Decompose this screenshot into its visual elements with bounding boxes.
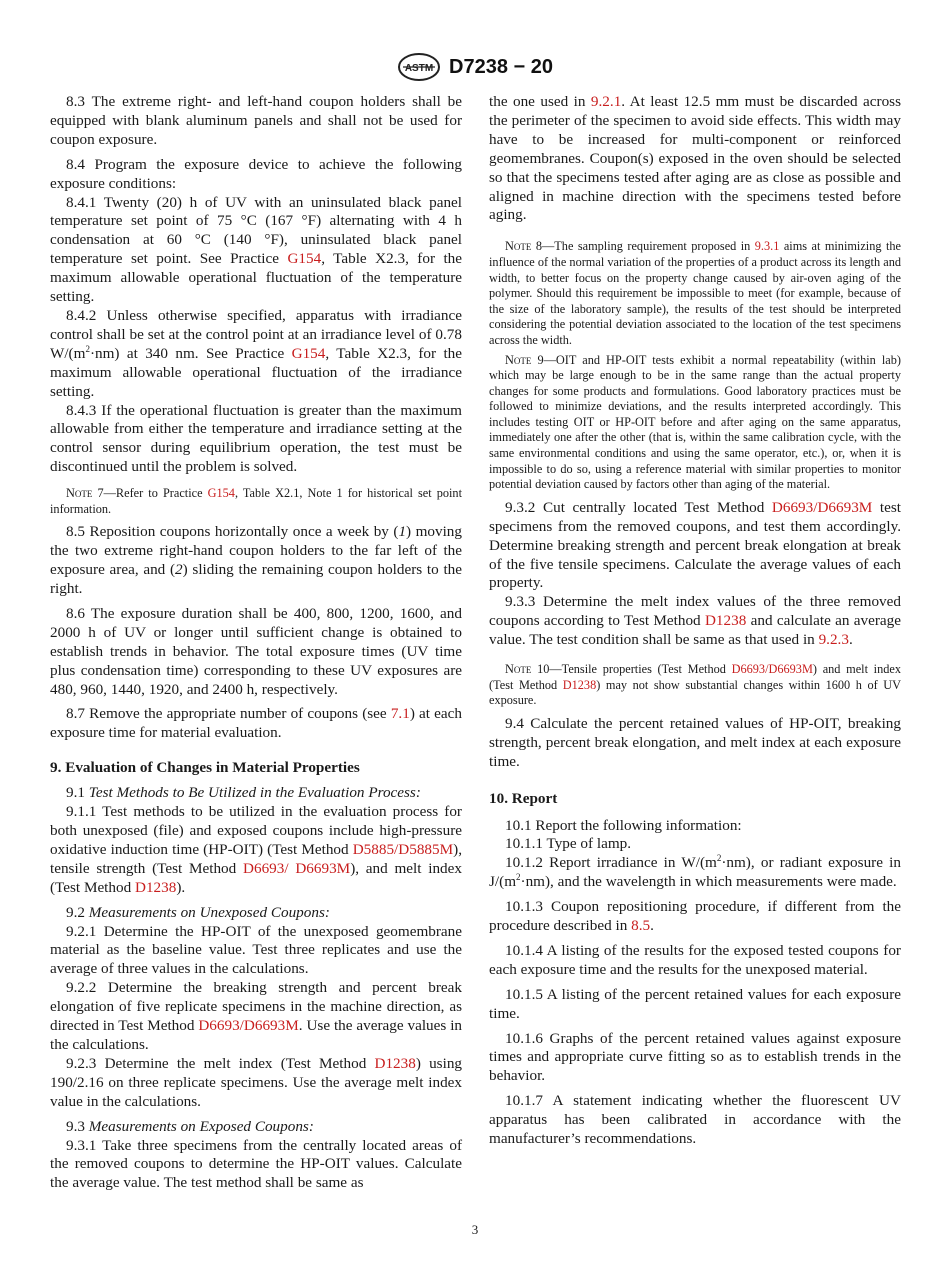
svg-text:ASTM: ASTM [404, 63, 434, 74]
link-d6693[interactable]: D6693/D6693M [731, 662, 813, 677]
para-9-3-2: 9.3.2 Cut centrally located Test Method D6693/D6693M test specimens from the removed coupons, and test them accordingly. Determine breaking strength and percent break elongation at break of the five tensile specimens. Calculate the average values of each property. [489, 498, 901, 592]
para-9-2-2: 9.2.2 Determine the breaking strength and percent break elongation of five replicate specimens in the machine direction, as directed in Test Method D6693/D6693M. Use the average values in the calculations. [50, 979, 463, 1053]
para-10-1-1: 10.1.1 Type of lamp. [505, 835, 632, 853]
link-9-2-3[interactable]: 9.2.3 [818, 631, 849, 649]
left-column [50, 93, 462, 1193]
para-9-3-1-continued: the one used in 9.2.1. At least 12.5 mm must be discarded across the perimeter of the specimen to avoid side effects. This width may have to be increased for multi-component or reinforced geomembranes. Coupon(s) exposed in the oven should be selected so that the specimens tested after aging are as close as possible and aligned in machine direction with the specimens tested before aging. [489, 93, 902, 224]
note-10: Note 10—Tensile properties (Test Method D6693/D6693M) and melt index (Test Method D1238) may not show substantial changes within 1600 h of UV exposure. [489, 662, 901, 708]
link-7-1[interactable]: 7.1 [390, 705, 410, 723]
para-9-2-1: 9.2.1 Determine the HP-OIT of the unexposed geomembrane material as the baseline value. Test three replicates and use the average of three values in the calculations. [50, 922, 462, 978]
link-d1238[interactable]: D1238 [562, 677, 597, 692]
para-9-2: 9.2 Measurements on Unexposed Coupons: [66, 903, 330, 921]
link-d6693[interactable]: D6693/D6693M [771, 498, 873, 516]
para-10-1-6: 10.1.6 Graphs of the percent retained values against exposure times and appropriate curve fitting so as to establish trends in the behavior. [489, 1029, 901, 1085]
para-8-7: 8.7 Remove the appropriate number of coupons (see 7.1) at each exposure time for material evaluation. [50, 705, 462, 742]
page-header [0, 52, 950, 86]
link-d6693[interactable]: D6693/ D6693M [243, 859, 351, 877]
section-9-heading: 9. Evaluation of Changes in Material Properties [50, 759, 360, 777]
link-g154[interactable]: G154 [207, 486, 235, 501]
para-8-4-2: 8.4.2 Unless otherwise specified, apparatus with irradiance control shall be set at the control point at an irradiance level of 0.78 $W/(m^2\cdot nm)$ at 340 nm. See Practice G154, Table X2.3, for the maximum allowable operational fluctuation of the irradiance setting. [50, 306, 463, 400]
para-8-5: 8.5 Reposition coupons horizontally once a week by (1) moving the two extreme right-hand coupon holders to the far left of the exposure area, and (2) sliding the remaining coupon holders to the right. [50, 523, 462, 598]
link-d6693[interactable]: D6693/D6693M [198, 1017, 299, 1035]
para-9-3-1: 9.3.1 Take three specimens from the centrally located areas of the removed coupons to determine the HP-OIT values. Calculate the average value. The test method shall be same as [50, 1136, 462, 1192]
section-10-heading: 10. Report [489, 789, 558, 807]
link-d5885[interactable]: D5885/D5885M [352, 840, 454, 858]
para-9-1: 9.1 Test Methods to Be Utilized in the Evaluation Process: [66, 784, 421, 802]
para-10-1-3: 10.1.3 Coupon repositioning procedure, if different from the procedure described in 8.5. [489, 898, 901, 935]
para-10-1-2: 10.1.2 Report irradiance in $W/(m^2\cdot nm)$, or radiant exposure in $J/(m^2\cdot nm)$, and the wavelength in which measurements were made. [489, 853, 901, 891]
link-9-2-1[interactable]: 9.2.1 [590, 93, 622, 110]
para-8-6: 8.6 The exposure duration shall be 400, 800, 1200, 1600, and 2000 h of UV or longer until sufficient change is obtained to establish trends in behavior. The total exposure times (UV time plus condensation time) corresponding to these UV exposures are 480, 960, 1440, 1920, and 2400 h, respectively. [50, 604, 462, 698]
para-10-1: 10.1 Report the following information: [505, 816, 742, 834]
link-d1238[interactable]: D1238 [134, 878, 177, 896]
para-9-1-1: 9.1.1 Test methods to be utilized in the evaluation process for both unexposed (file) and exposed coupons include high-pressure oxidative induction time (HP-OIT) (Test Method D5885/D5885M), tensile strength (Test Method D6693/ D6693M), and melt index (Test Method D1238). [50, 803, 462, 896]
para-10-1-4: 10.1.4 A listing of the results for the exposed tested coupons for each exposure time and the results for the unexposed material. [489, 941, 901, 978]
note-7: Note 7—Refer to Practice G154, Table X2.1, Note 1 for historical set point information. [50, 486, 462, 516]
para-8-4: 8.4 Program the exposure device to achieve the following exposure conditions: [50, 155, 462, 192]
right-column [489, 93, 901, 1149]
link-8-5[interactable]: 8.5 [631, 917, 651, 935]
link-g154[interactable]: G154 [291, 344, 326, 362]
document-id: D7238 − 20 [449, 55, 553, 78]
note-8: Note 8—The sampling requirement proposed in 9.3.1 aims at minimizing the influence of the normal variation of the properties of a product across its length and width, to better focus on the property change caused by air-oven aging of the polymer. Should this requirement be impossible to meet (for example, because of the size of the laboratory sample), the results of the test should be interpreted considering the potential deviation associated to the location of the test specimens across the width. [489, 239, 901, 347]
para-9-2-3: 9.2.3 Determine the melt index (Test Method D1238) using 190/2.16 on three replicate specimens. Use the average melt index value in the calculations. [50, 1054, 463, 1110]
note-9: Note 9—OIT and HP-OIT tests exhibit a normal repeatability (within lab) which may be large enough to be in the same range than the actual property changes for some products and formulations. Good laboratory practices must be followed to minimize deviations, and the results interpreted accordingly. This includes testing OIT or HP-OIT before and after aging on the same apparatus, immediately one after the other (that is, within the same calibration cycle, with the same environmental conditions and using the same operator, etc.), or, when it is impossible to do so, using a reference material with similar properties to monitor potential deviation caused by factors other than aging of the material. [489, 352, 901, 492]
para-9-4: 9.4 Calculate the percent retained values of HP-OIT, breaking strength, percent break elongation, and melt index at each exposure time. [489, 714, 901, 770]
link-9-3-1[interactable]: 9.3.1 [754, 239, 780, 254]
para-8-4-1: 8.4.1 Twenty (20) h of UV with an uninsulated black panel temperature set point of 75 °C (167 °F) alternating with 4 h condensation at 60 °C (140 °F), uninsulated black panel temperature set point. See Practice G154, Table X2.3, for the maximum allowable operational fluctuation of the temperature setting. [50, 193, 463, 306]
para-9-3: 9.3 Measurements on Exposed Coupons: [66, 1117, 314, 1135]
astm-logo-icon [397, 52, 441, 82]
link-d1238[interactable]: D1238 [374, 1054, 416, 1072]
para-10-1-7: 10.1.7 A statement indicating whether the fluorescent UV apparatus has been calibrated in accordance with the manufacturer’s recommendations. [489, 1092, 901, 1148]
para-8-4-3: 8.4.3 If the operational fluctuation is greater than the maximum allowable from either the temperature and irradiance setting at the control sensor during equilibrium operation, the test must be discontinued until the problem is solved. [50, 401, 462, 476]
para-9-3-3: 9.3.3 Determine the melt index values of the three removed coupons according to Test Method D1238 and calculate an average value. The test condition shall be same as that used in 9.2.3. [489, 593, 901, 649]
page-number: 3 [471, 1222, 479, 1237]
link-d1238[interactable]: D1238 [704, 612, 747, 630]
para-8-3: 8.3 The extreme right- and left-hand coupon holders shall be equipped with blank aluminum panels and shall not be used for coupon exposure. [50, 93, 462, 148]
para-10-1-5: 10.1.5 A listing of the percent retained values for each exposure time. [489, 985, 901, 1022]
link-g154[interactable]: G154 [287, 250, 322, 268]
